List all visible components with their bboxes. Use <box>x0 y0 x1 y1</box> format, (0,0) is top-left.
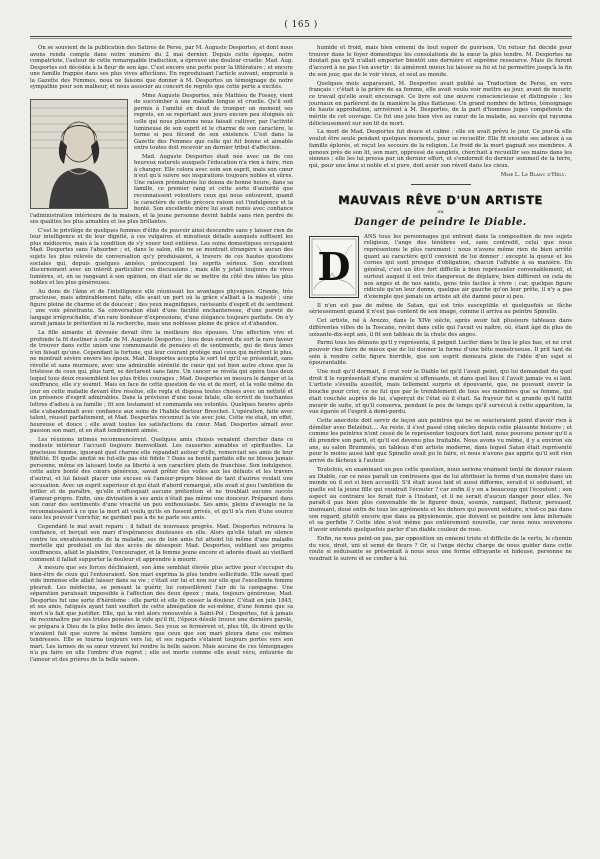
story-paragraph: Enfin, ne nous peint-on pas, par opposition un ennemi triste et difficile de la vertu, le chemin du vice, droit, uni et semé de fleurs ? Or, si l'ange déchu charge de nous guider dans cette route si séduisante se présentait à nous sous une forme effrayante et hideuse, personne ne voudrait le suivre et se confier à lui. <box>309 535 572 562</box>
story-paragraph: Toutefois, en examinant un peu cette question, nous serions vraiment tenté de donner raison au Diable, car ce nous paraît un contresens que de lui attribuer la forme d'un monstre dans un monde où il est si bien accueilli. S'il était aussi laid et aussi difforme, serait-il si séduisant, et quelle est la jeune fille qui voudrait l'écouter ? car enfin il y en a beaucoup qui l'écoutent ; son aspect au contraire les ferait fuir à l'instant, et il ne serait d'aucun danger pour elles. Ne paraît-il pas bien plus convenable de le figurer doux, soumis, rampant, flatteur, persuasif, insinuant, doué enfin de tous les agréments et les dehors qui peuvent séduire, n'est-ce pas dans son regard, plutôt encore que dans sa physionomie, que doivent se peindre son âme infernale et sa perfidie ? Cette idée n'est même pas entièrement nouvelle, car nous nous souvenons d'avoir entendu quelquefois parler d'un diable couleur de rose. <box>309 466 572 534</box>
story-title-block <box>309 193 572 228</box>
body-paragraph: La fille aimante et dévouée devait être la meilleure des épouses. Une affection vive et profonde la fit destiner à celle de M. Auguste Desportes ; tous deux eurent du sort la rare faveur de trouver dans cette union une communauté de pensées et de sentiments, qui de deux âmes n'en faisait qu'une. Cependant la fortune, qui leur courant protège mal ceux qui méritent le plus, ne montrait sévère envers les époux. Mad. Desportes accepta le sort tel qu'il se présentait, sans révolte et sans murmure, avec une admirable sérénité de cœur qui est bien autre chose que la tristesse de ceux qui, plus tard, se déclarent sans faire. Un cancer se révéla qui opéra tous deux lequel tous deux ressemblent les plus frêles courages ; Mad. Desportes en mesura le danger et la souffrance, elle s'y soumit. Mais en face de cette question de vie et de mort, et la voile même du jour en cette maladie devant être résolue, elle regla et disposa toutes choses avec un netteté et un présence d'esprit admirables. Dans la prévision d'une issue fatale, elle écrivit de touchantes lettres d'adieu à sa famille ; fit son testament et commanda ses volontés. Quelques heures après elle s'abandonnait avec confiance aux soins de l'habile docteur Breschet. L'opération, faite avec talent, réussit parfaitement, et Mad. Desportes reconnut la vie avec joie. Cette vie était, on effet, heureuse et douce ; elle avait toutes les satisfactions du cœur. Mad. Desportes aimait avec passion son mari, et en était tendrement aimée. <box>30 329 293 435</box>
page-header <box>30 14 572 37</box>
decorated-initial <box>309 236 359 298</box>
story-paragraph: ANS tous les personnages qui entrent dans la composition de nos sujets religieux, l'ange des ténèbres est, sans contredit, celui que nous représentons le plus rarement ; nous n'avons même rien de bien arrêté quant au caractère qu'il convient de lui donner : excepté la queue et les cornes qui sont presque d'obligation, chacun l'affuble à sa manière. En général, c'est un être fort difficile à bien représenter convenablement, et surtout auquel il est très dangereux de déplaire, bien différent en cela de nos anges et de nos saints, gens très faciles à vivre ; car, quelque figure ridicule qu'on leur donne, quelque air gauche qu'on leur prête, il n'y a pas d'exemple que jamais un artiste ait été damné pour si peu. <box>364 233 572 300</box>
section-divider <box>411 184 471 185</box>
story-title: MAUVAIS RÊVE D'UN ARTISTE <box>338 192 543 207</box>
body-paragraph: C'est le privilège de quelques femmes d'élite de pouvoir ainsi descendre sans y laisser rien de leur intelligence et de leur dignité, à ces vulgaires et minutieux détails auxquels suffisent les plus médiocres, mais à la condition de s'y vouer tout entières. Les soins domestiques occupaient Mad. Desportes sans l'absorber ; et, dans le salon, elle ne se montrait étrangère à aucun des sujets les plus relevés de conversation qu'y produisaient, à travers de ces hautes questions sociales qui, depuis quelques années, préoccupent les esprits sérieux. Son excellent discernement avec un intérêt particulier ces discussions ; mais elle y jetait toujours de vives lumières, et, en se rangeant à son opinion, on était sûr de se mettre du côté des idées les plus nobles et les plus généreuses. <box>30 227 293 287</box>
body-paragraph: Mme Auguste Desportes, née Mathieu de Fossey, vient de succomber à une maladie longue et cruelle. Qu'il soit permis à l'amitié en deuil de tromper un moment ses regrets, en se reportant aux jours encore peu éloignés où celle qui nous pleurons nous faisait cultiver, par l'activité lumineuse de son esprit et le charme de son caractère, le terme si peu fécond de son existence. C'est dans la Gazette des Femmes que celle qui fut bonne et aimable entre toutes doit recevoir un dernier tribut d'affection. <box>134 92 293 152</box>
story-subtitle: Danger de peindre le Diable. <box>354 216 527 228</box>
body-paragraph: Au dons de l'âme et de l'intelligence elle réunissait les avantages physiques. Grande, très gracieuse, mais admirablement faite, elle avait un port où la grâce s'alliait à la majesté ; une figure pleine de charme et de douceur ; des yeux magnifiques, ravissants d'esprit et de sentiment ; une voix pénétrante. Sa conversation était d'une facilité enchanteresse, d'une pureté de langage irréprochable, d'un rare bonheur d'expressions, d'une élégance toujours parfaite. On n'y aurait jamais le prétention ni la recherche, mais une noblesse pleine de grâce et d'abandon. <box>30 288 293 328</box>
body-paragraph: Cependant le mal avait reparu : il fallait de nouveaux progrès. Mad. Desportes retrouva la confiance, et berçait son mari d'espérances douteuses en elle. Alors qu'elle lutait en silence contre les envahissements de la maladie, ses de loin amis fut atteint lui même d'une maladie mortelle qui produisit en lui des accès de désespoir. Mad. Desportes, oubliant ses propres souffrances, allait le plaindre, l'encourager, et la femme jeune encore et adorée disait au vieillard comment il fallait supporter la douleur et apprendre à mourir. <box>30 523 293 563</box>
columns <box>30 45 572 845</box>
article-end-paragraph: Quelques mois auparavant, M. Desportes avait publié sa Traduction de Perse, en vers français : c'était à la prière de sa femme, elle avait voulu voir mettre au jour, avant de mourir, ce travail qu'elle avait encouragé. Ce livre est une œuvre consciencieuse et distinguée ; les journaux en parlèrent de la manière la plus flatteuse. Un grand nombre de lettres, témoignage de haute approbation, arrivèrent à M. Desportes, de la part d'hommes juges compétents du mérite de cet ouvrage. Ce fut une joie bien vive au cœur de la malade, au succès qui rayonna délicieusement sur son lit de mort. <box>309 80 572 127</box>
body-paragraph: Mad. Auguste Desportes était née avec un de ces heureux naturels auxquels l'éducation n'a rien à faire, rien à changer. Elle colora avec soin son esprit, mais son cœur n'eut qu'à suivre ses inspirations toujours nobles et sûres. Une raison prématurée lui donna de bonne heure, dans sa famille, ce premier rang et cette sorte d'autorité que reconnaissent volontiers ceux qui nous entourent, quand le caractère de cette précoce raison est l'indulgence et la bonté. Son excellente mère lui avait remis avec confiance l'administration intérieure de la maison, et la jeune personne devint habile sans rien perdre de ses qualités les plus aimables et les plus brillantes. <box>30 153 293 226</box>
portrait-engraving <box>30 99 128 209</box>
portrait-illustration-icon <box>31 100 127 208</box>
intro-paragraph: On se souvient de la publication des Satires de Perse, par M. Auguste Desportes, et dont nous avons rendu compte dans notre numéro du 2 mai dernier. Depuis cette époque, notre compatriote, l'auteur de cette remarquable traduction, a éprouvé une douleur cruelle: Mad. Aug. Desportes est décédée à la fleur de son âge. C'est encore une perte pour la littérature ; et encore une famille frappée dans ses plus vives affections. En reproduisant l'article suivant, emprunté à la Gazette des Femmes, nous ne faisons que donner à M. Desportes un témoignage de notre sympathie pour son malheur, et nous associer au concert de regrets que cette perte a excités. <box>30 45 293 91</box>
left-column <box>30 45 293 845</box>
body-paragraph: A mesure que ses forces déclinaient, son âme semblait élevée plus active pour s'occuper du bien-être de ceux qui l'entouraient. Son mari exprima la plus tendre sollicitude. Elle savait quel vide immense elle allait laisser dans sa vie ; c'était sur lui et non sur elle que l'excellente femme pleurait. Les médecins, se pensant la guérir, lui conseillèrent l'air de la campagne. Une séparation paraissait impossible à l'affection des deux époux ; mais, toujours généreuse, Mad. Desportes fut une sorte d'héroïsme : elle partit et elle fit cesser la douleur. C'était en juin 1845, et ses amis, fatigués ayant tant souffert de cette abnégation de soi-même, d'une femme que sa mort n'a fait que justifier. Elle, qui la vint alors renouvelée à Saint-Pol ; Desportes, fut à jamais de reconnaître par ses tristes pensées le vide qu'il fit, l'époux désolé trouve une dernière parole, se prépara à Dieu de la plus belle des âmes. Ses yeux se fermèrent et, plus tôt, ils dirent qu'ils n'avaient fait que suivre la même lumière que ceux que son mari pleura dans ces mêmes tendresses. Elle se tourna toujours vers lui, et ses regards s'étaient toujours portés vers son mari. Les larmes de sa sœur vinrent lui rendre la belle saison. Mais aucune de ces témoignages n'a pu faire en elle l'ombre d'un regret ; elle est morte comme elle avait vécu, entourée de l'amour et des prières de la belle saison. <box>30 565 293 663</box>
story-paragraph: Il n'en est pas de même de Satan, qui est très susceptible et quelquefois se fâche sérieusement quand il n'est pas content de son image, comme il arriva au peintre Spinello. <box>309 302 572 316</box>
initial-letter: D <box>317 244 351 290</box>
story-paragraph: Cette anecdote doit servir de leçon aux peintres qui ne se soucieraient point d'avoir rien à démêler avec Belzébut.... Au reste, il s'est passé cinq siècles depuis cette plaisante histoire ; et comme les peintres n'ont cessé de le représenter toujours fort laid, nous pouvons penser qu'il a dû prendre son parti, et qu'il est devenu plus traitable. Nous avons vu même, il y a environ six ans, au salon Brummès, un tableau d'un artiste moderne, dans lequel Satan était représenté pour le moins aussi laid que Spinello avait pu le faire, et nous n'avons pas appris qu'il soit rien arrivé de fâcheux à l'auteur. <box>309 417 572 465</box>
body-paragraph: Les réunions intimes recommencèrent. Quelques amis choisis venaient chercher dans ce modeste intérieur l'accueil toujours bienveillant. Les causeries aimables et spirituelles. La gracieuse femme, ignorant quel charme elle répandait autour d'elle, remerciait ses amis de leur fidélité. Et quelle amitié ne fut-elle pas été fidèle ? Dans sa bonté parfaite elle ne blessa jamais personne, même en laissant toute sa liberté à son caractère plein de franchise. Son indulgence, cette autre bonté des cœurs généreux, savait prêter des voiles aux les défauts et les travers d'autrui, et lui faisait placer une excuse où l'amour-propre blessé de tant d'autres voulait une accusation. Avec un esprit supérieur et qui était d'abord remarqué, elle avait si peu l'ambition de briller et de paraître, qu'elle n'offusquait aucune prétention et ne troublait aucune succès d'amour-propre. Enfin, une divination à ses amis n'était pas même une douceur. Préparant dans son cœur des sentiments d'une vivacité un peu enthousiaste. Ses amis, pleins d'aveugle ne la reconnaissaient à ce que la mort ait voulu qu'ils en fussent privés, et qu'il n'a rien d'une source sans les pouvoir l'enrichir, ne gardant pas à de ne parle ses amis. <box>30 436 293 522</box>
story-paragraph: Cet artiste, né à Arezzo, dans le XIVe siècle, après avoir fait plusieurs tableaux dans différentes villes de la Toscane, revint dans celle qui l'avait vu naître, où, étant âgé de plus de soixante-dix-sept ans, il fit son tableau de la chute des anges. <box>309 318 572 338</box>
page-number: ( 165 ) <box>284 20 318 30</box>
right-column <box>309 45 572 845</box>
article-end-paragraph: La mort de Mad. Desportes fut douce et calme ; elle en avait prévu le jour. Ce jour-là elle voulut être seule pendant quelques moments, pour se recueillir. Elle fit ensuite ses adieux à sa famille éplorée, et reçut les secours de la religion. Le froid de la mort gagnait ses membres. A genoux près de son lit, son mari, oppressé de sanglots, cherchait à recueillir ses mains dans les siennes ; elle les lui pressa par un dernier effort, et s'endormit du dernier sommeil de la terre, qui, pour une âme si noble et si pure, doit avoir son réveil dans les cieux. <box>309 129 572 169</box>
author-signature: Mme L. Le Blanc d'Hély. <box>500 171 566 178</box>
article-end-paragraph: humide et froid, mais bien ennemi de tout espoir de guérison. Un retour fut décidé pour trouver dans le foyer domestique les consolations de la sœur la plus tendre. M. Desportes ne doutait pas qu'il n'allait emporter bientôt une dernière et suprême ressource. Mais ils furent d'accord à ne pas l'en avertir : ils aimèrent mieux lui laisser sa foi et lui permettre jusqu'à la fin de son jour, que de le voir vieux, et seul au monde. <box>309 45 572 78</box>
story-paragraph: Parmi tous les démons qu'il y représenta, il peignit Lucifer dans le lieu le plus bas, et ne crut pouvoir rien faire de mieux que de lui donner la forme d'une bête monstrueuse. Il prit tant de soin à rendre cette figure horrible, que son esprit demeura plein de l'idée d'un sujet si épouvantable. <box>309 340 572 367</box>
story-title-connector: ou <box>437 208 444 215</box>
story-paragraph: Une nuit qu'il dormait, il crut voir le Diable tel qu'il l'avait peint, qui lui demandait du quel droit il le représentait d'une manière si offensante, et dans quel lieu il l'avait jamais vu si laid. L'artiste s'éveilla aussitôt, mais tellement surpris et épouvanté, que, ne pouvant ouvrir la bouche pour crier, ce ne fut que par le tremblement de tous ses membres que sa femme, qui était couchée auprès de lui, s'aperçut de l'état où il était. Sa frayeur fut si grande qu'il faillit mourir de suite, et qu'il conserva, pendant le peu de temps qu'il survécut à cette apparition, la vue égarée et l'esprit à demi-perdu. <box>309 369 572 416</box>
